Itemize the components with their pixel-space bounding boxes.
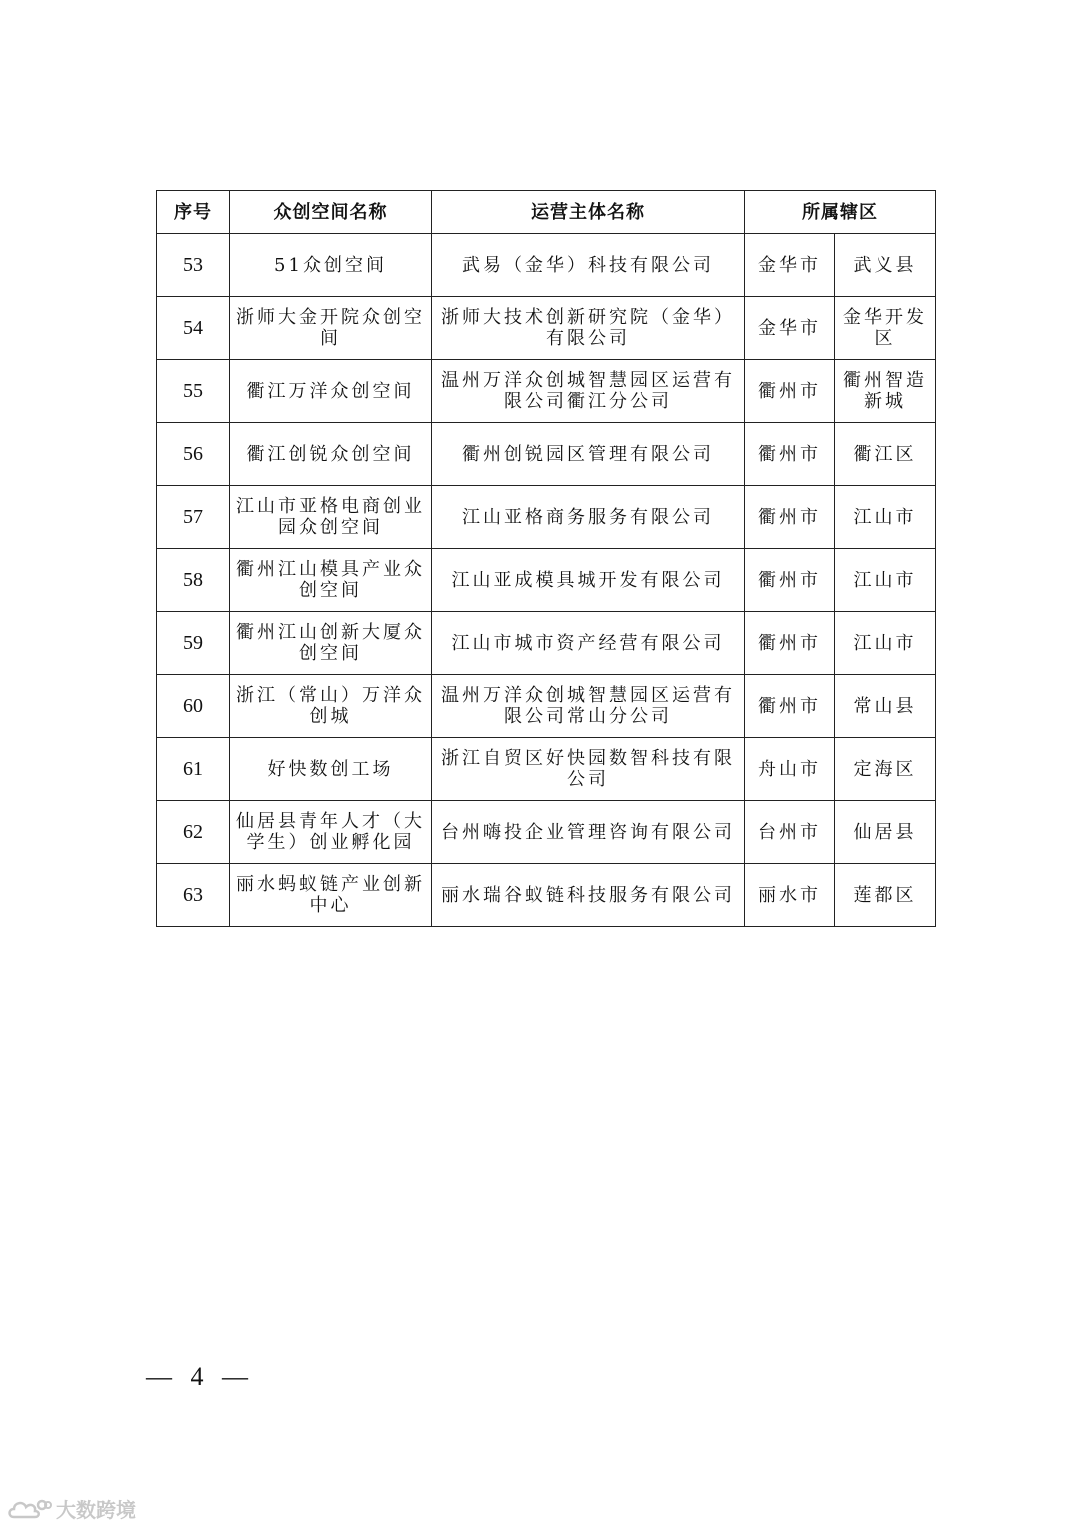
space-name-cell: 丽水蚂蚁链产业创新中心 <box>230 864 432 927</box>
space-name-cell: 51众创空间 <box>230 234 432 297</box>
row-index: 60 <box>157 675 230 738</box>
city-cell: 衢州市 <box>745 360 835 423</box>
header-space-name: 众创空间名称 <box>230 191 432 234</box>
space-name-cell: 仙居县青年人才（大学生）创业孵化园 <box>230 801 432 864</box>
space-name-cell: 浙师大金开院众创空间 <box>230 297 432 360</box>
table-row <box>157 864 936 927</box>
table-row <box>157 360 936 423</box>
row-index: 56 <box>157 423 230 486</box>
city-cell: 金华市 <box>745 234 835 297</box>
city-cell: 舟山市 <box>745 738 835 801</box>
row-index: 53 <box>157 234 230 297</box>
row-index: 63 <box>157 864 230 927</box>
city-cell: 衢州市 <box>745 486 835 549</box>
district-cell: 江山市 <box>835 549 936 612</box>
space-name-cell: 浙江（常山）万洋众创城 <box>230 675 432 738</box>
operator-name-cell: 丽水瑞谷蚁链科技服务有限公司 <box>432 864 745 927</box>
district-cell: 衢州智造新城 <box>835 360 936 423</box>
row-index: 58 <box>157 549 230 612</box>
district-cell: 莲都区 <box>835 864 936 927</box>
row-index: 61 <box>157 738 230 801</box>
row-index: 57 <box>157 486 230 549</box>
row-index: 59 <box>157 612 230 675</box>
operator-name-cell: 浙师大技术创新研究院（金华）有限公司 <box>432 297 745 360</box>
table-row <box>157 234 936 297</box>
table-row <box>157 486 936 549</box>
row-index: 62 <box>157 801 230 864</box>
cloud-logo-icon <box>6 1497 52 1521</box>
space-name-cell: 好快数创工场 <box>230 738 432 801</box>
operator-name-cell: 武易（金华）科技有限公司 <box>432 234 745 297</box>
district-cell: 仙居县 <box>835 801 936 864</box>
space-name-cell: 衢州江山创新大厦众创空间 <box>230 612 432 675</box>
city-cell: 衢州市 <box>745 675 835 738</box>
district-cell: 江山市 <box>835 612 936 675</box>
space-name-cell: 江山市亚格电商创业园众创空间 <box>230 486 432 549</box>
table-row <box>157 612 936 675</box>
operator-name-cell: 衢州创锐园区管理有限公司 <box>432 423 745 486</box>
table-row <box>157 423 936 486</box>
institutions-table <box>156 190 936 927</box>
watermark-text: 大数跨境 <box>56 1498 136 1522</box>
table-row <box>157 738 936 801</box>
table-row <box>157 801 936 864</box>
space-name-cell: 衢江万洋众创空间 <box>230 360 432 423</box>
space-name-cell: 衢江创锐众创空间 <box>230 423 432 486</box>
table-row <box>157 549 936 612</box>
page-number: — 4 — <box>146 1362 254 1391</box>
operator-name-cell: 台州嗨投企业管理咨询有限公司 <box>432 801 745 864</box>
district-cell: 定海区 <box>835 738 936 801</box>
row-index: 55 <box>157 360 230 423</box>
row-index: 54 <box>157 297 230 360</box>
city-cell: 丽水市 <box>745 864 835 927</box>
watermark <box>6 1494 136 1523</box>
district-cell: 江山市 <box>835 486 936 549</box>
district-cell: 衢江区 <box>835 423 936 486</box>
space-name-cell: 衢州江山模具产业众创空间 <box>230 549 432 612</box>
city-cell: 衢州市 <box>745 423 835 486</box>
header-jurisdiction: 所属辖区 <box>745 191 936 234</box>
city-cell: 衢州市 <box>745 612 835 675</box>
operator-name-cell: 温州万洋众创城智慧园区运营有限公司常山分公司 <box>432 675 745 738</box>
district-cell: 金华开发区 <box>835 297 936 360</box>
table-row <box>157 297 936 360</box>
district-cell: 武义县 <box>835 234 936 297</box>
header-index: 序号 <box>157 191 230 234</box>
operator-name-cell: 江山亚成模具城开发有限公司 <box>432 549 745 612</box>
city-cell: 台州市 <box>745 801 835 864</box>
operator-name-cell: 江山亚格商务服务有限公司 <box>432 486 745 549</box>
city-cell: 金华市 <box>745 297 835 360</box>
table-row <box>157 675 936 738</box>
header-operator-name: 运营主体名称 <box>432 191 745 234</box>
operator-name-cell: 江山市城市资产经营有限公司 <box>432 612 745 675</box>
table-header-row <box>157 191 936 234</box>
operator-name-cell: 浙江自贸区好快园数智科技有限公司 <box>432 738 745 801</box>
district-cell: 常山县 <box>835 675 936 738</box>
city-cell: 衢州市 <box>745 549 835 612</box>
operator-name-cell: 温州万洋众创城智慧园区运营有限公司衢江分公司 <box>432 360 745 423</box>
